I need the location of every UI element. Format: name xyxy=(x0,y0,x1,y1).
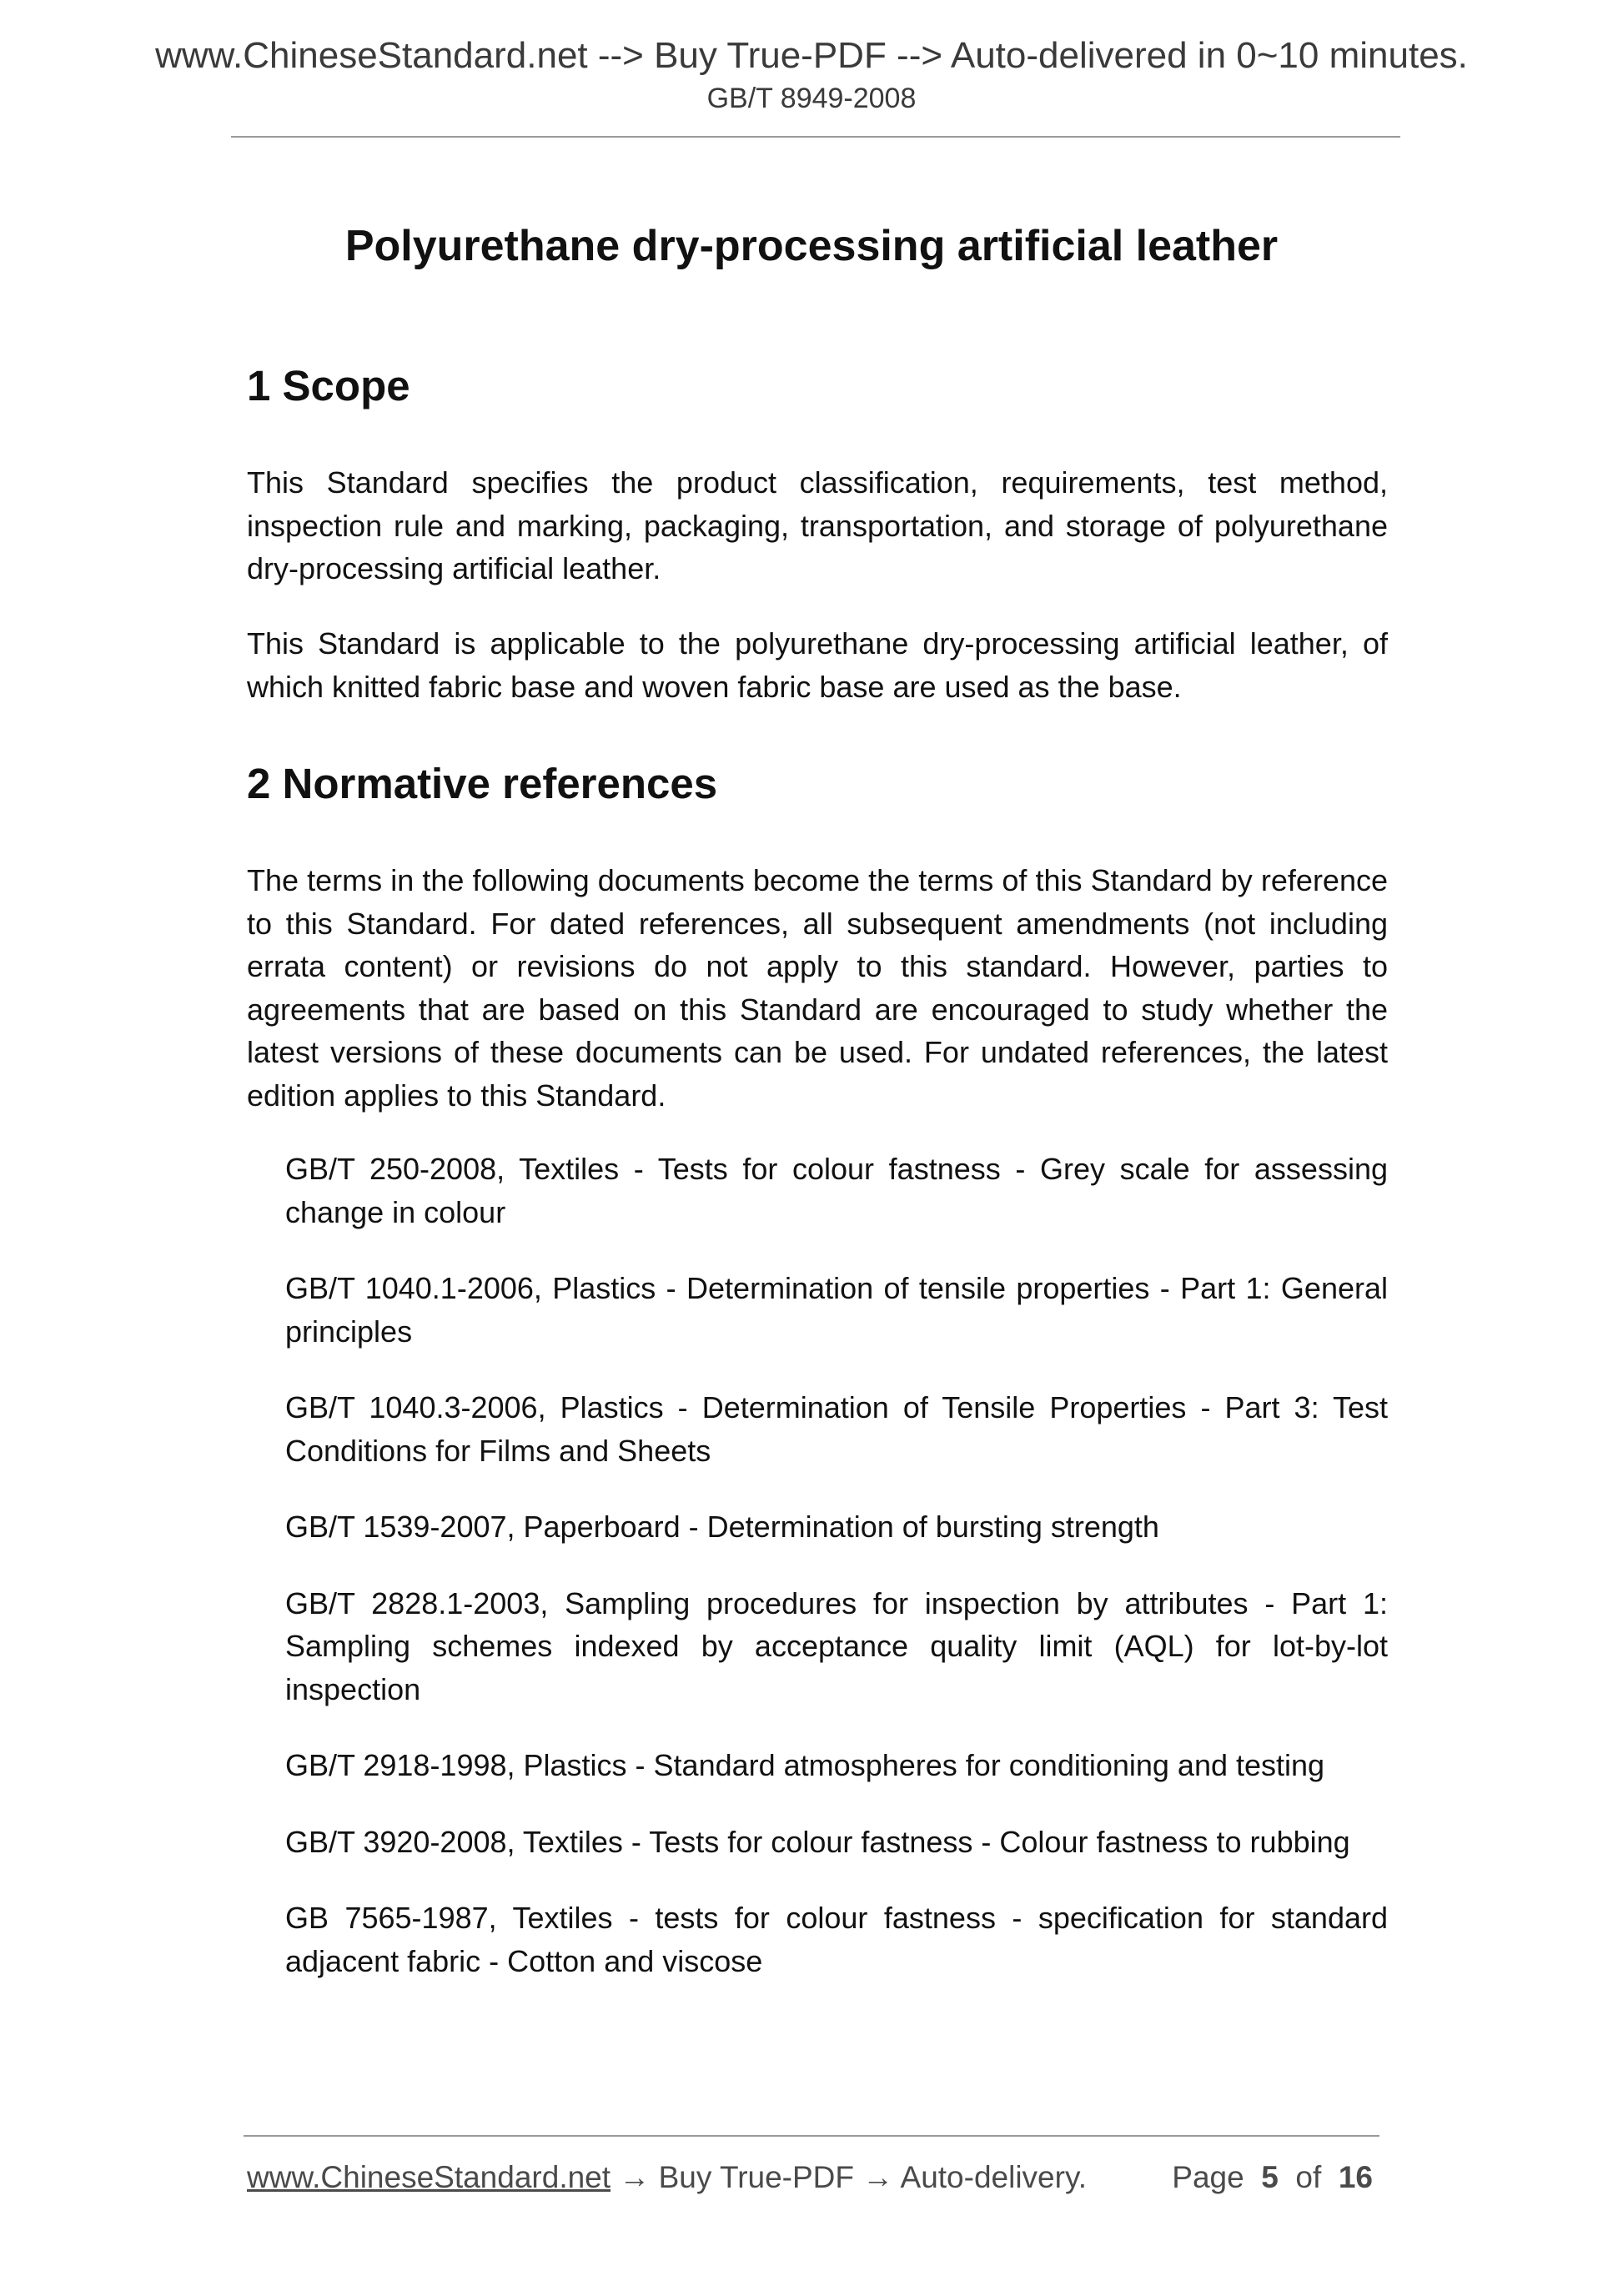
footer-promo xyxy=(247,2157,1087,2198)
page-footer xyxy=(247,2157,1378,2198)
reference-item: GB/T 2828.1-2003, Sampling procedures for inspection by attributes - Part 1: Sampling schemes indexed by acceptance quality limit (AQL) for lot-by-lot inspection xyxy=(285,1585,1388,1706)
reference-item: GB/T 1539-2007, Paperboard - Determination of bursting strength xyxy=(285,1510,1159,1544)
document-title: Polyurethane dry-processing artificial leather xyxy=(344,221,1279,270)
page-label: Page xyxy=(1172,2160,1244,2194)
reference-list xyxy=(285,1148,1388,2016)
reference-item: GB/T 250-2008, Textiles - Tests for colour fastness - Grey scale for assessing change in colour xyxy=(285,1152,1388,1229)
reference-item: GB/T 2918-1998, Plastics - Standard atmospheres for conditioning and testing xyxy=(285,1748,1325,1782)
reference-item: GB/T 1040.3-2006, Plastics - Determination of Tensile Properties - Part 3: Test Conditions for Films and Sheets xyxy=(285,1390,1388,1468)
footer-divider xyxy=(244,2135,1379,2137)
normative-references-paragraph: The terms in the following documents become the terms of this Standard by reference to this Standard. For dated references, all subsequent amendments (not including errata content) or revisions do not apply to this standard. However, parties to agreements that are based on this Standard are encouraged to study whether the latest versions of these documents can be used. For undated references, the latest edition applies to this Standard. xyxy=(247,863,1388,1113)
reference-item: GB/T 3920-2008, Textiles - Tests for colour fastness - Colour fastness to rubbing xyxy=(285,1824,1350,1859)
footer-tagline: → Buy True-PDF → Auto-delivery. xyxy=(611,2160,1087,2194)
page-total: 16 xyxy=(1338,2160,1373,2194)
scope-paragraph-1: This Standard specifies the product classification, requirements, test method, inspection rule and marking, packaging, transportation, and storage of polyurethane dry-processing artificial leather. xyxy=(247,465,1388,585)
page-indicator xyxy=(1172,2157,1373,2198)
page-of-label: of xyxy=(1295,2160,1322,2194)
reference-item: GB 7565-1987, Textiles - tests for colour fastness - specification for standard adjacent fabric - Cotton and viscose xyxy=(285,1901,1388,1978)
section-heading-normative-references: 2 Normative references xyxy=(247,760,718,807)
footer-site-link[interactable]: www.ChineseStandard.net xyxy=(247,2160,611,2194)
header-standard-number: GB/T 8949-2008 xyxy=(706,83,917,114)
scope-paragraph-2: This Standard is applicable to the polyurethane dry-processing artificial leather, of which knitted fabric base and woven fabric base are used as the base. xyxy=(247,626,1388,704)
reference-item: GB/T 1040.1-2006, Plastics - Determination of tensile properties - Part 1: General principles xyxy=(285,1271,1388,1349)
section-heading-scope: 1 Scope xyxy=(247,362,410,409)
header-banner: www.ChineseStandard.net --> Buy True-PDF --> Auto-delivered in 0~10 minutes. xyxy=(155,35,1468,76)
header-divider xyxy=(231,136,1400,138)
page-current: 5 xyxy=(1261,2160,1279,2194)
